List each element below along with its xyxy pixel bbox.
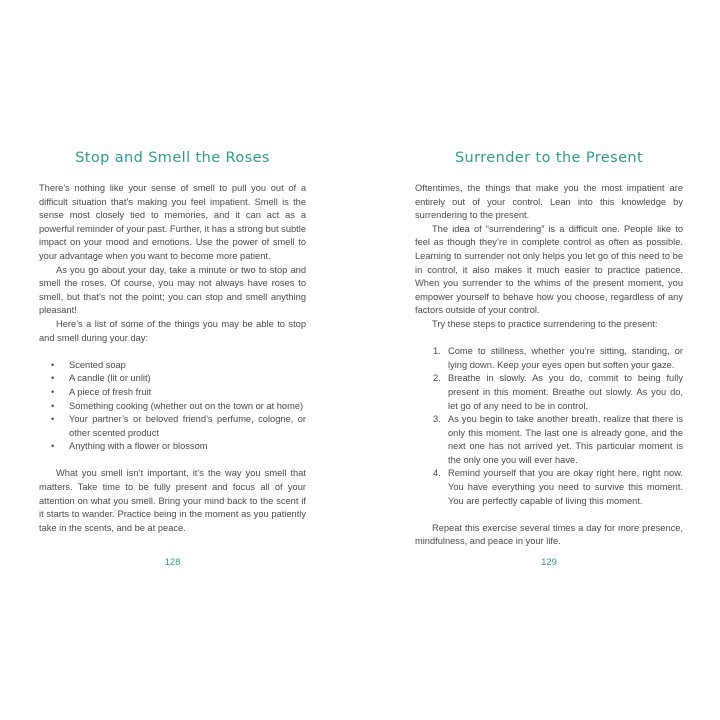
bullet-icon: • [51, 400, 55, 411]
step-number: 1. [433, 346, 441, 357]
list-item: • Scented soap [39, 359, 306, 373]
step-number: 4. [433, 468, 441, 479]
list-item: • Something cooking (whether out on the town or at home) [39, 400, 306, 414]
list-item: 2. Breathe in slowly. As you do, commit to being fully present in this moment. Breathe out slowly. As you do, let go of any need to be in control. [433, 373, 683, 411]
paragraph: What you smell isn’t important, it’s the way you smell that matters. Take time to be fully present and focus all of your attention on what you smell. Bring your mind back to the scent if it starts to wander. Practice being in the moment as you patiently take in the scents, and be at peace. [39, 468, 306, 533]
paragraph: Try these steps to practice surrendering to the present: [432, 318, 658, 329]
list-item: 4. Remind yourself that you are okay right here, right now. You have everything you need to survive this moment. You are perfectly capable of living this moment. [433, 468, 683, 506]
bullet-icon: • [51, 386, 55, 397]
step-number: 2. [433, 373, 441, 384]
numbered-list [415, 345, 683, 508]
list-item: • A piece of fresh fruit [39, 386, 306, 400]
page-title: Stop and Smell the Roses [75, 150, 270, 166]
step-number: 3. [433, 414, 441, 425]
paragraph: The idea of “surrendering” is a difficult one. People like to feel as though they’re in complete control as often as possible. Learning to surrender not only helps you let go of this need to be in control, it also makes it much easier to practice patience. When you surrender to the whims of the present moment, you empower yourself to behave how you choose, regardless of any factors outside of your control. [415, 223, 683, 316]
list-item: • Anything with a flower or blossom [39, 440, 306, 454]
list-item: • A candle (lit or unlit) [39, 372, 306, 386]
bullet-icon: • [51, 441, 55, 452]
bullet-icon: • [51, 373, 55, 384]
list-item: • Your partner’s or beloved friend’s perfume, cologne, or other scented product [51, 414, 306, 438]
right-page [415, 0, 683, 720]
left-page [39, 0, 306, 720]
paragraph: There’s nothing like your sense of smell to pull you out of a difficult situation that’s making you feel impatient. Smell is the sense most closely tied to memories, and it can act as a powerful reminder of your past. Further, it has a strong but subtle impact on your mood and emotions. Use the power of smell to your advantage when you want to become more patient. [39, 183, 306, 261]
page-title: Surrender to the Present [454, 150, 644, 166]
page-number: 129 [541, 557, 557, 568]
paragraph: Repeat this exercise several times a day for more presence, mindfulness, and peace in your life. [415, 522, 683, 547]
bullet-list [39, 359, 306, 454]
list-item: 3. As you begin to take another breath, realize that there is only this moment. The last one is already gone, and the next one has not arrived yet. This particular moment is the only one you will ever have. [433, 414, 683, 465]
page-number: 128 [164, 557, 181, 568]
paragraph: As you go about your day, take a minute or two to stop and smell the roses. Of course, you may not always have roses to smell, but that’s not the point; you can stop and smell anything pleasant! [39, 264, 306, 316]
page-body [415, 182, 683, 549]
page-body [39, 182, 306, 535]
paragraph: Oftentimes, the things that make you the most impatient are entirely out of your control. Lean into this knowledge by surrendering to the present. [415, 183, 683, 221]
bullet-icon: • [51, 359, 55, 370]
paragraph: Here’s a list of some of the things you may be able to stop and smell during your day: [39, 318, 306, 343]
list-item: 1. Come to stillness, whether you’re sitting, standing, or lying down. Keep your eyes open but soften your gaze. [433, 346, 683, 370]
bullet-icon: • [51, 414, 55, 425]
